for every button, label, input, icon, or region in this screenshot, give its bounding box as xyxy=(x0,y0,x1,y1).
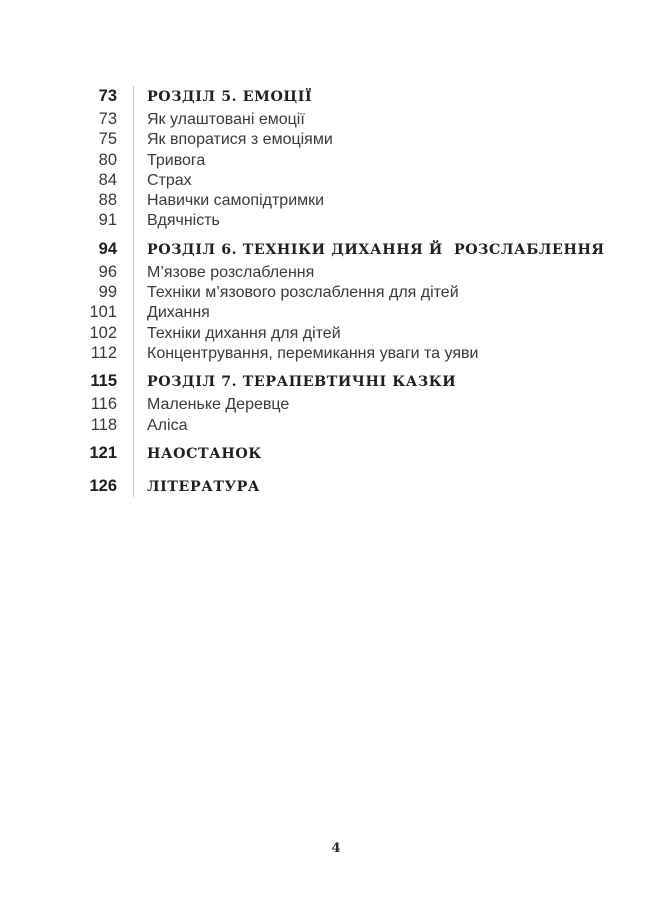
toc-heading-title: РОЗДІЛ 7. ТЕРАПЕВТИЧНІ КАЗКИ xyxy=(147,374,457,391)
toc-heading-title: РОЗДІЛ 6. ТЕХНІКИ ДИХАННЯ Й РОЗСЛАБЛЕННЯ xyxy=(147,241,605,258)
toc-entry[interactable] xyxy=(70,210,610,230)
toc-page-number: 115 xyxy=(90,372,117,391)
toc-entry-title: Страх xyxy=(147,171,192,189)
toc-heading-title: НАОСТАНОК xyxy=(147,445,262,462)
toc-heading-title: ЛІТЕРАТУРА xyxy=(147,478,261,495)
toc-heading-literature[interactable] xyxy=(70,474,610,498)
toc-page-number: 99 xyxy=(98,283,117,302)
toc-page-number: 84 xyxy=(98,170,117,189)
toc-page-number: 75 xyxy=(98,130,117,149)
toc-heading-section-5[interactable] xyxy=(70,84,610,108)
toc-entry[interactable] xyxy=(70,415,610,435)
toc-entry-title: Концентрування, перемикання уваги та уяви xyxy=(147,344,479,362)
toc-entry-title: Навички самопідтримки xyxy=(147,192,325,210)
page-number: 4 xyxy=(331,841,341,856)
toc-entry-title: Дихання xyxy=(147,304,210,322)
toc-heading-title: РОЗДІЛ 5. ЕМОЦІЇ xyxy=(147,89,313,105)
toc-entry[interactable] xyxy=(70,109,610,129)
toc-page-number: 91 xyxy=(98,211,117,230)
toc-page-number: 73 xyxy=(98,87,117,105)
toc-entry[interactable] xyxy=(70,150,610,170)
toc-page-number: 126 xyxy=(89,476,117,495)
toc-page-number: 101 xyxy=(89,303,117,322)
toc-entry[interactable] xyxy=(70,262,610,282)
toc-entry[interactable] xyxy=(70,129,610,149)
toc-entry[interactable] xyxy=(70,170,610,190)
toc-entry[interactable] xyxy=(70,282,610,302)
toc-page-number: 80 xyxy=(98,150,117,169)
toc-page-number: 116 xyxy=(90,395,117,414)
toc-entry[interactable] xyxy=(70,323,610,343)
toc-entry[interactable] xyxy=(70,343,610,363)
toc-entry-title: Вдячність xyxy=(147,212,220,230)
toc-entry-title: Маленьке Деревце xyxy=(147,396,290,414)
toc-heading-section-7[interactable] xyxy=(70,369,610,393)
toc-page-number: 88 xyxy=(98,191,117,210)
toc-entry-title: Техніки дихання для дітей xyxy=(147,324,341,342)
toc-entry-title: Як улаштовані емоції xyxy=(147,111,305,128)
toc-heading-section-6[interactable] xyxy=(70,237,610,261)
toc-page-number: 96 xyxy=(98,262,117,281)
toc-page-number: 121 xyxy=(89,443,117,462)
toc-heading-afterword[interactable] xyxy=(70,441,610,465)
toc-entry-title: Тривога xyxy=(147,151,206,169)
toc-page-number: 94 xyxy=(98,239,117,258)
toc-entry[interactable] xyxy=(70,394,610,414)
toc-page-number: 73 xyxy=(98,110,117,128)
toc-page-number: 102 xyxy=(89,323,117,342)
toc-entry-title: Аліса xyxy=(147,416,188,434)
toc-entry-title: Як впоратися з емоціями xyxy=(147,131,333,149)
toc-entry[interactable] xyxy=(70,190,610,210)
toc-page-number: 118 xyxy=(90,415,117,434)
toc-entry-title: М’язове розслаблення xyxy=(147,263,315,281)
toc-entry[interactable] xyxy=(70,302,610,322)
table-of-contents xyxy=(70,84,610,498)
toc-page-number: 112 xyxy=(90,343,117,362)
toc-entry-title: Техніки м’язового розслаблення для дітей xyxy=(147,284,459,302)
